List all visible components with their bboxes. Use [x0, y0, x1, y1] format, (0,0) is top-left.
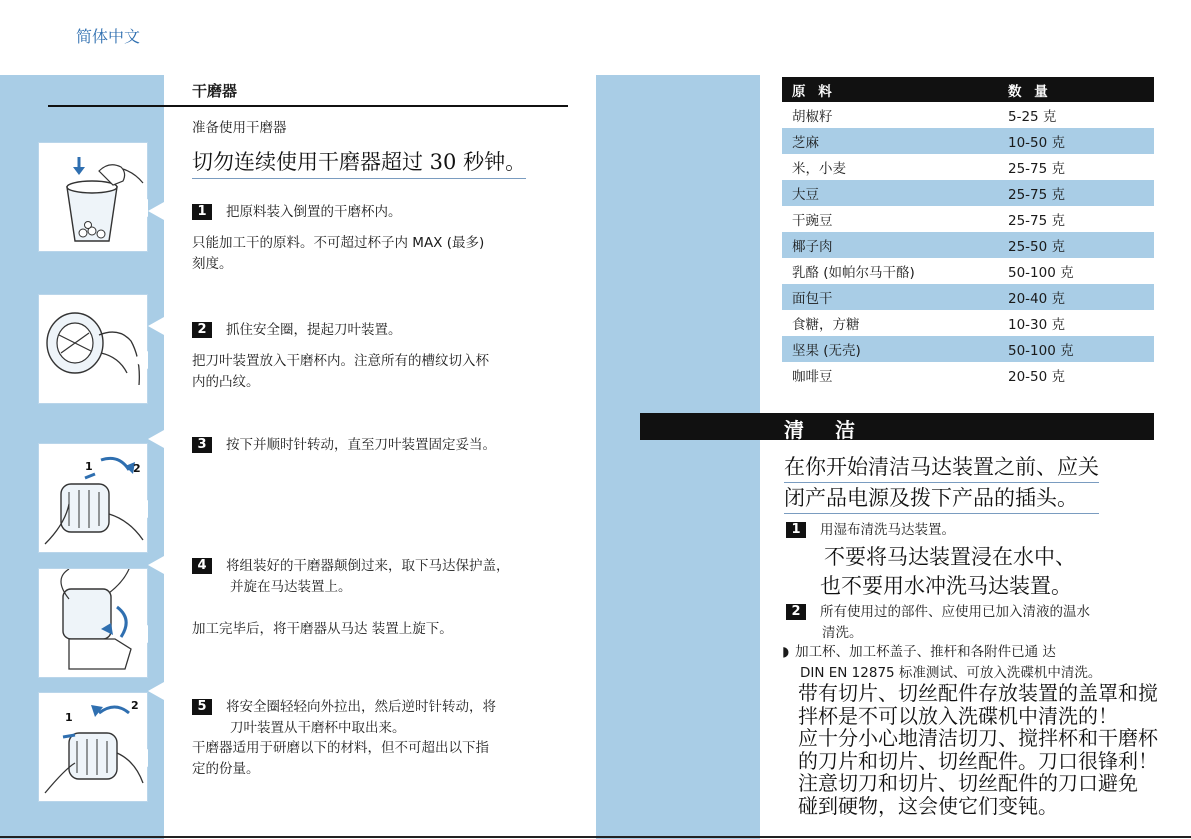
blade-unit-icon [39, 295, 147, 403]
step-note: 加工完毕后，将干磨器从马达 装置上旋下。 [192, 621, 453, 637]
ingredients-table [782, 77, 1154, 388]
cell-ingredient: 咖啡豆 [792, 369, 833, 385]
bullet-icon: ◗ [782, 644, 790, 660]
cell-ingredient: 椰子肉 [782, 232, 1002, 258]
cleaning-caution [798, 682, 1158, 817]
table-row [782, 206, 1154, 232]
grinder-step-2 [192, 320, 402, 341]
bullet-text-cont: DIN EN 12875 标准测试、可放入洗碟机中清洗。 [800, 665, 1102, 681]
cell-quantity: 25-50 克 [1002, 232, 1154, 258]
cell-quantity: 25-75 克 [1002, 180, 1154, 206]
warning-line: 不要将马达装置浸在水中、 [824, 545, 1076, 569]
middle-margin-band [596, 75, 760, 839]
bullet-text: 加工杯、加工杯盖子、推杆和各附件已通 达 [795, 644, 1056, 660]
cleaning-step-1-warning [820, 543, 1076, 601]
prep-label: 准备使用干磨器 [192, 120, 287, 136]
step-number: 2 [786, 604, 806, 620]
step-number: 1 [786, 522, 806, 538]
cell-quantity: 5-25 克 [1008, 109, 1057, 125]
table-row [782, 258, 1154, 284]
illustration-mount-motor [38, 568, 148, 678]
cell-quantity: 20-40 克 [1002, 284, 1154, 310]
illustration-fill-cup [38, 142, 148, 252]
step-text: 将组装好的干磨器颠倒过来，取下马达保护盖， [226, 558, 510, 574]
step-number: 2 [192, 322, 212, 338]
step-text: 将安全圈轻轻向外拉出，然后逆时针转动，将 [226, 699, 496, 715]
warning-line: 闭产品电源及拨下产品的插头。 [784, 483, 1099, 514]
step-text-cont: 清洗。 [822, 625, 863, 641]
step-note [192, 351, 489, 393]
cell-ingredient: 米，小麦 [792, 161, 846, 177]
cell-quantity: 25-75 克 [1008, 213, 1066, 229]
grinder-step-3 [192, 435, 496, 456]
cell-ingredient: 乳酪 (如帕尔马干酪) [792, 265, 915, 281]
rotate-clockwise-icon [39, 444, 147, 552]
rotate-counterclockwise-icon [39, 693, 147, 801]
cell-quantity: 20-50 克 [1008, 369, 1066, 385]
warning-line: 在你开始清洁马达装置之前、应关 [784, 452, 1099, 483]
table-header [782, 77, 1154, 102]
caution-line: 注意切刀和切片、切丝配件的刀口避免 [798, 771, 1138, 795]
band-notch [148, 430, 164, 448]
cleaning-warning [784, 452, 1099, 514]
cell-ingredient: 芝麻 [782, 128, 1002, 154]
table-row [782, 102, 1154, 128]
caution-line: 碰到硬物，这会使它们变钝。 [798, 793, 1058, 818]
cell-ingredient: 大豆 [782, 180, 1002, 206]
step-label-1: 1 [85, 460, 93, 473]
step-label-2: 2 [133, 462, 141, 475]
note-line: 把刀叶装置放入干磨杯内。注意所有的槽纹切入杯 [192, 353, 489, 369]
step-text-cont: 刀叶装置从干磨杯中取出来。 [230, 720, 406, 736]
grinder-step-5 [192, 697, 496, 739]
column-header-ingredient: 原 料 [782, 77, 1002, 102]
step-note [192, 738, 489, 780]
step-text-cont: 并旋在马达装置上。 [230, 579, 352, 595]
step-text: 所有使用过的部件、应使用已加入清液的温水 [820, 604, 1090, 620]
table-row [782, 336, 1154, 362]
table-row [782, 128, 1154, 154]
cleaning-header-bar [640, 413, 1154, 440]
table-row [782, 180, 1154, 206]
cell-quantity: 50-100 克 [1002, 336, 1154, 362]
grinder-step-1 [192, 202, 402, 223]
step-note [192, 233, 484, 275]
step-text: 抓住安全圈，提起刀叶装置。 [226, 322, 402, 338]
section-title-cleaning: 清 洁 [784, 418, 867, 442]
note-line: 内的凸纹。 [192, 374, 260, 390]
band-notch [148, 317, 164, 335]
cell-quantity: 50-100 克 [1008, 265, 1074, 281]
caution-line: 应十分小心地清洁切刀、搅拌杯和干磨杯 [798, 726, 1158, 750]
cell-ingredient: 干豌豆 [792, 213, 833, 229]
illustration-blade-unit [38, 294, 148, 404]
section-rule [48, 105, 568, 107]
cleaning-step-2 [786, 602, 1090, 644]
cell-quantity: 10-30 克 [1008, 317, 1066, 333]
cell-ingredient: 面包干 [782, 284, 1002, 310]
grinder-step-4 [192, 556, 510, 598]
cell-quantity: 10-50 克 [1002, 128, 1154, 154]
step-number: 4 [192, 558, 212, 574]
column-header-quantity: 数 量 [1002, 77, 1154, 102]
band-notch [148, 202, 164, 220]
warning-line: 也不要用水冲洗马达装置。 [820, 574, 1072, 598]
note-line: 只能加工干的原料。不可超过杯子内 MAX (最多) [192, 235, 485, 251]
cleaning-bullet [782, 642, 1101, 684]
caution-line: 拌杯是不可以放入洗碟机中清洗的！ [798, 703, 1118, 728]
step-number: 5 [192, 699, 212, 715]
table-row [782, 284, 1154, 310]
step-number: 3 [192, 437, 212, 453]
step-text: 用湿布清洗马达装置。 [820, 522, 955, 538]
motor-mount-icon [39, 569, 147, 677]
note-line: 刻度。 [192, 256, 233, 272]
step-label-1: 1 [65, 711, 73, 724]
table-row [782, 232, 1154, 258]
bottom-rule [0, 836, 1191, 838]
section-title-grinder: 干磨器 [192, 82, 238, 100]
table-row [782, 362, 1154, 388]
step-text: 把原料装入倒置的干磨杯内。 [226, 204, 402, 220]
grinder-warning: 切勿连续使用干磨器超过 30 秒钟。 [192, 146, 526, 179]
cell-ingredient: 胡椒籽 [792, 109, 833, 125]
caution-line: 带有切片、切丝配件存放装置的盖罩和搅 [798, 681, 1158, 705]
language-label: 简体中文 [76, 27, 141, 46]
table-row [782, 310, 1154, 336]
step-label-2: 2 [131, 699, 139, 712]
cup-fill-icon [39, 143, 147, 251]
band-notch [148, 682, 164, 700]
note-line: 定的份量。 [192, 761, 260, 777]
illustration-remove-blade [38, 692, 148, 802]
cell-ingredient: 坚果 (无壳) [782, 336, 1002, 362]
table-row [782, 154, 1154, 180]
band-notch [148, 556, 164, 574]
step-number: 1 [192, 204, 212, 220]
step-text: 按下并顺时针转动，直至刀叶装置固定妥当。 [226, 437, 496, 453]
cell-ingredient: 食糖，方糖 [792, 317, 860, 333]
caution-line: 的刀片和切片、切丝配件。刀口很锋利！ [798, 748, 1158, 773]
illustration-turn-clockwise [38, 443, 148, 553]
note-line: 干磨器适用于研磨以下的材料，但不可超出以下指 [192, 740, 489, 756]
cell-quantity: 25-75 克 [1008, 161, 1066, 177]
cleaning-step-1 [786, 520, 955, 541]
